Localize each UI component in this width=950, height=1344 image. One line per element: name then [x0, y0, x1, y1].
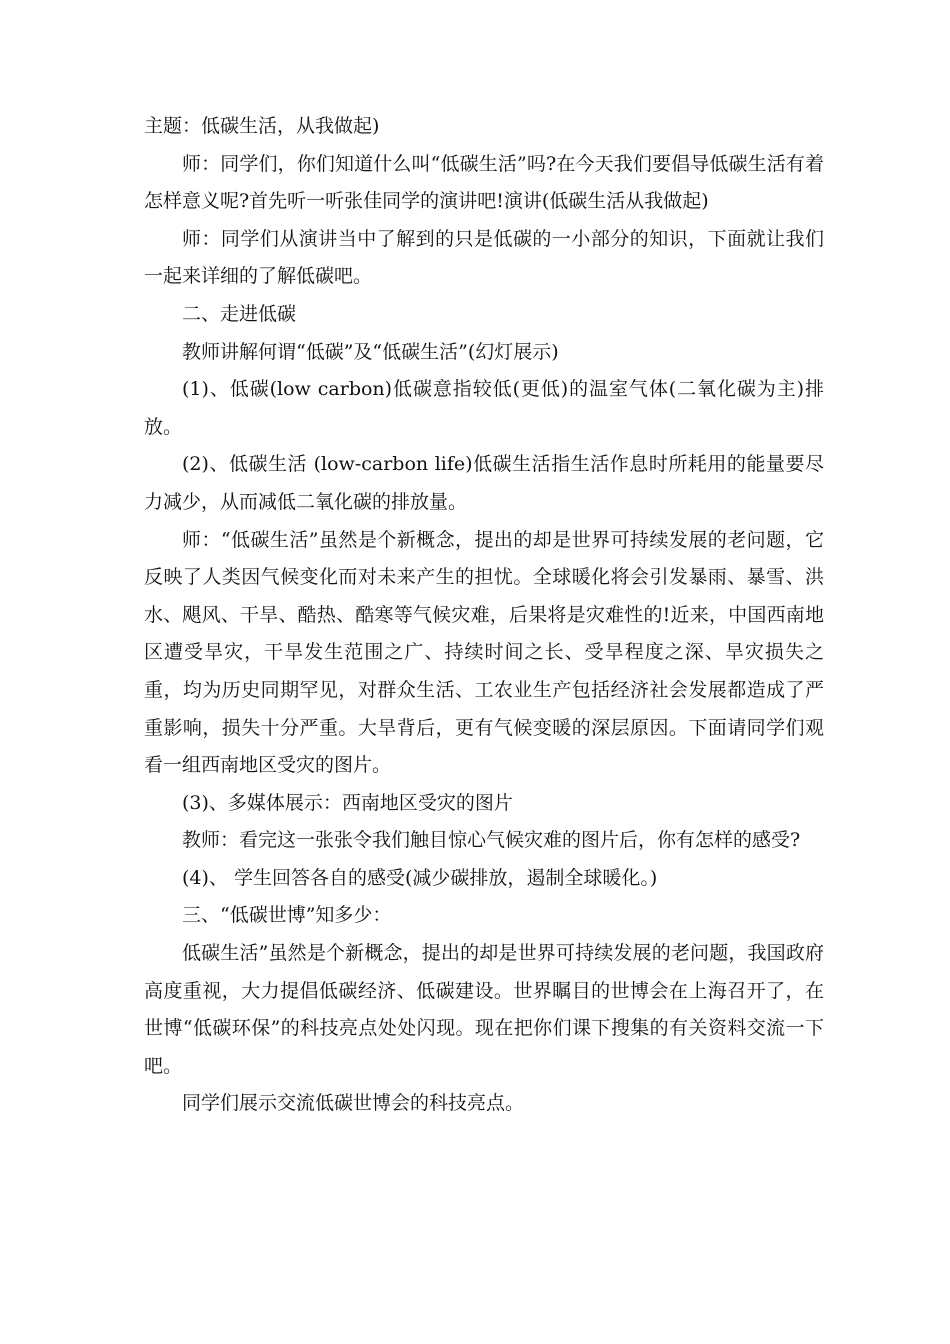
paragraph-expo: 低碳生活”虽然是个新概念，提出的却是世界可持续发展的老问题，我国政府高度重视，大力提倡低碳经济、低碳建设。世界瞩目的世博会在上海召开了，在世博“低碳环保”的科技亮点处处闪现。现在把你们课下搜集的有关资料交流一下吧。 — [144, 942, 824, 1077]
paragraph-teacher-transition: 师：同学们从演讲当中了解到的只是低碳的一小部分的知识，下面就让我们一起来详细的了解低碳吧。 — [144, 227, 824, 288]
section-heading-2: 二、走进低碳 — [182, 302, 297, 325]
paragraph-item-2: (2)、低碳生活 (low-carbon life)低碳生活指生活作息时所耗用的能量要尽力减少，从而减低二氧化碳的排放量。 — [144, 453, 824, 513]
paragraph-item-1: (1)、低碳(low carbon)低碳意指较低(更低)的温室气体(二氧化碳为主)排放。 — [144, 378, 824, 438]
paragraph-item-4: (4)、 学生回答各自的感受(减少碳排放，遏制全球暖化。) — [182, 866, 658, 889]
document-body — [144, 108, 824, 1123]
paragraph-theme: 主题：低碳生活，从我做起) — [144, 115, 380, 137]
paragraph-teacher-explains: 教师讲解何谓“低碳”及“低碳生活”(幻灯展示) — [182, 340, 559, 363]
paragraph-teacher-climate: 师：“低碳生活”虽然是个新概念，提出的却是世界可持续发展的老问题，它反映了人类因气候变化而对未来产生的担忧。全球暖化将会引发暴雨、暴雪、洪水、飓风、干旱、酷热、酷寒等气候灾难，后果将是灾难性的!近来，中国西南地区遭受旱灾，干旱发生范围之广、持续时间之长、受旱程度之深、旱灾损失之重，均为历史同期罕见，对群众生活、工农业生产包括经济社会发展都造成了严重影响，损失十分严重。大旱背后，更有气候变暖的深层原因。下面请同学们观看一组西南地区受灾的图片。 — [144, 528, 824, 777]
paragraph-item-3: (3)、多媒体展示：西南地区受灾的图片 — [182, 791, 513, 814]
section-heading-3: 三、“低碳世博”知多少： — [182, 904, 392, 927]
paragraph-students-share: 同学们展示交流低碳世博会的科技亮点。 — [182, 1092, 525, 1115]
paragraph-teacher-intro: 师：同学们，你们知道什么叫“低碳生活”吗?在今天我们要倡导低碳生活有着怎样意义呢?首先听一听张佳同学的演讲吧!演讲(低碳生活从我做起) — [144, 152, 824, 213]
paragraph-teacher-question: 教师：看完这一张张令我们触目惊心气候灾难的图片后，你有怎样的感受? — [182, 829, 801, 852]
